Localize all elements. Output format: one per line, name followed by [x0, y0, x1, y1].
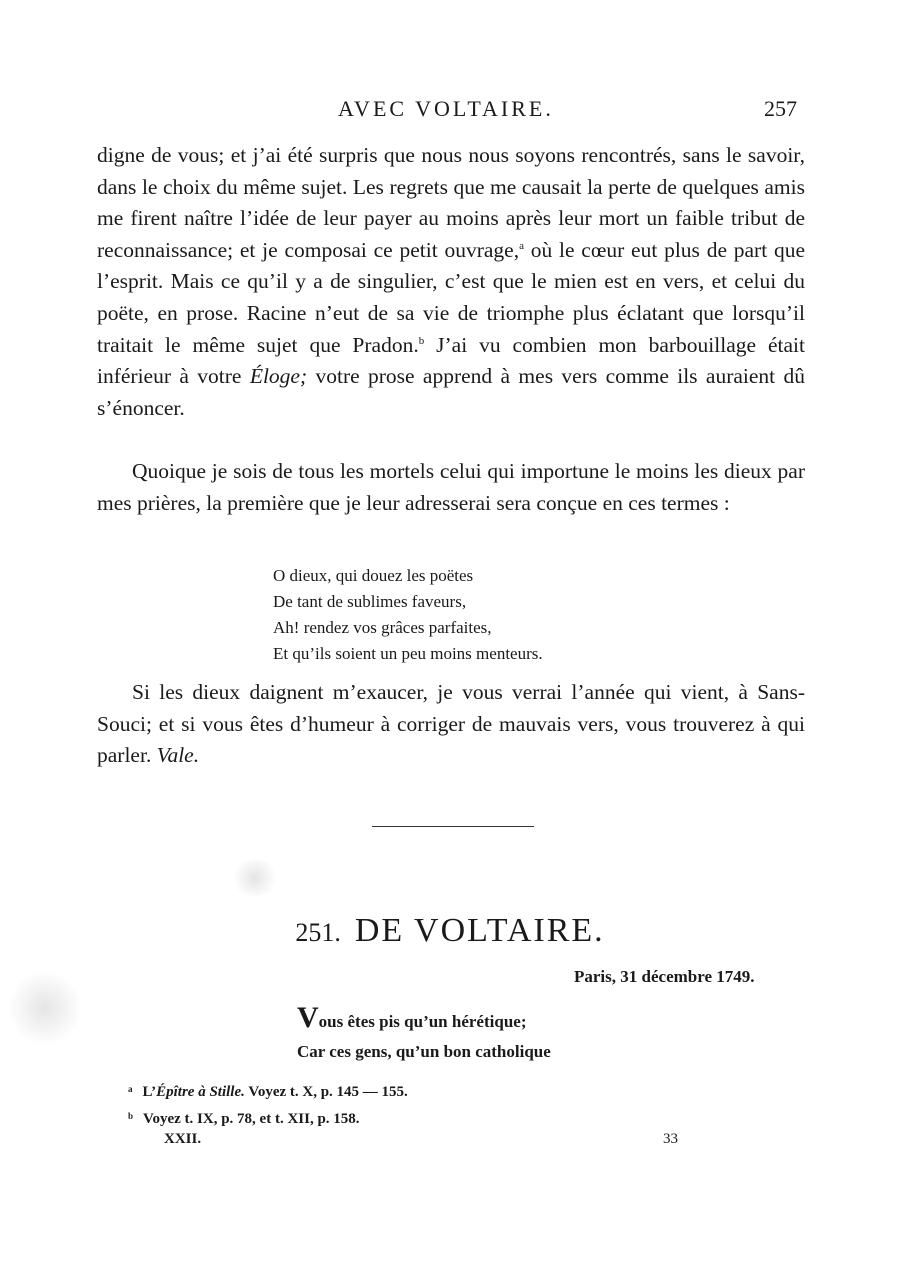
text-run: où le cœur eut plus de part que l’esprit. Mais ce qu’il y a de singulier, c’est que le mien est en vers, et celui du poëte, en prose. Racine n’eut de sa vie de triomphe plus éclatant que lorsqu’il traitait le même sujet que Pradon. [97, 237, 805, 357]
footnote-ref: b [418, 334, 425, 347]
text-run: digne de vous; et j’ai été surpris que nous nous soyons rencontrés, sans le savoir, dans le choix du même sujet. Les regrets que me causait la perte de quelques amis me firent naître l’idée de leur payer au moins après leur mort un faible tribut de reconnaissance; et je composai ce petit ouvrage, [97, 143, 805, 262]
verse-line [297, 1001, 551, 1037]
sheet-number: 33 [663, 1131, 678, 1147]
letter-number: 251. [295, 918, 341, 947]
footnote-text: Voyez t. IX, p. 78, et t. XII, p. 158. [143, 1111, 360, 1127]
footnote-title: Épître à Stille. [156, 1084, 245, 1100]
verse-line: De tant de sublimes faveurs, [273, 592, 467, 611]
text-run: J’ai vu combien mon barbouillage était inférieur à votre [97, 332, 805, 389]
text-run: Si les dieux daignent m’exaucer, je vous verrai l’année qui vient, à Sans-Souci; et si vous êtes d’humeur à corriger de mauvais vers, vous trouverez à qui parler. [97, 680, 805, 768]
footnote-text: Voyez t. X, p. 145 — 155. [244, 1084, 408, 1100]
footnote [128, 1077, 408, 1104]
verse-line: Car ces gens, qu’un bon catholique [297, 1042, 551, 1061]
verse-line: Et qu’ils soient un peu moins menteurs. [273, 644, 543, 663]
book-title: Éloge; [249, 364, 308, 389]
verse-line: O dieux, qui douez les poëtes [273, 566, 474, 585]
footnote [128, 1104, 408, 1131]
footnote-ref: a [519, 239, 524, 252]
letter-title: DE VOLTAIRE. [354, 912, 605, 949]
footnote-text: L’ [142, 1084, 157, 1100]
signature-mark: XXII. [164, 1131, 202, 1147]
footnotes [128, 1077, 408, 1131]
closing-word: Vale. [156, 743, 200, 768]
verse-line: Ah! rendez vos grâces parfaites, [273, 618, 492, 637]
paragraph [97, 677, 805, 772]
paragraph: Quoique je sois de tous les mortels celui qui importune le moins les dieux par mes prières, la première que je leur adresserai sera conçue en ces termes : [97, 459, 805, 515]
footnote-marker: a [128, 1084, 133, 1094]
section-divider [372, 826, 534, 827]
drop-cap: V [297, 1001, 319, 1034]
paper-stain [230, 860, 280, 896]
page-number: 257 [764, 96, 797, 121]
letter-verse [297, 1001, 551, 1067]
running-title: AVEC VOLTAIRE. [338, 96, 554, 121]
verse-text: ous êtes pis qu’un hérétique; [318, 1012, 527, 1031]
letter-heading [0, 912, 900, 950]
paper-stain [10, 968, 80, 1048]
dateline: Paris, 31 décembre 1749. [574, 967, 755, 986]
paragraph [97, 140, 805, 424]
footnote-marker: b [128, 1111, 134, 1121]
text-run: votre prose apprend à mes vers comme ils auraient dû s’énoncer. [97, 364, 805, 420]
verse-quote [273, 563, 543, 667]
